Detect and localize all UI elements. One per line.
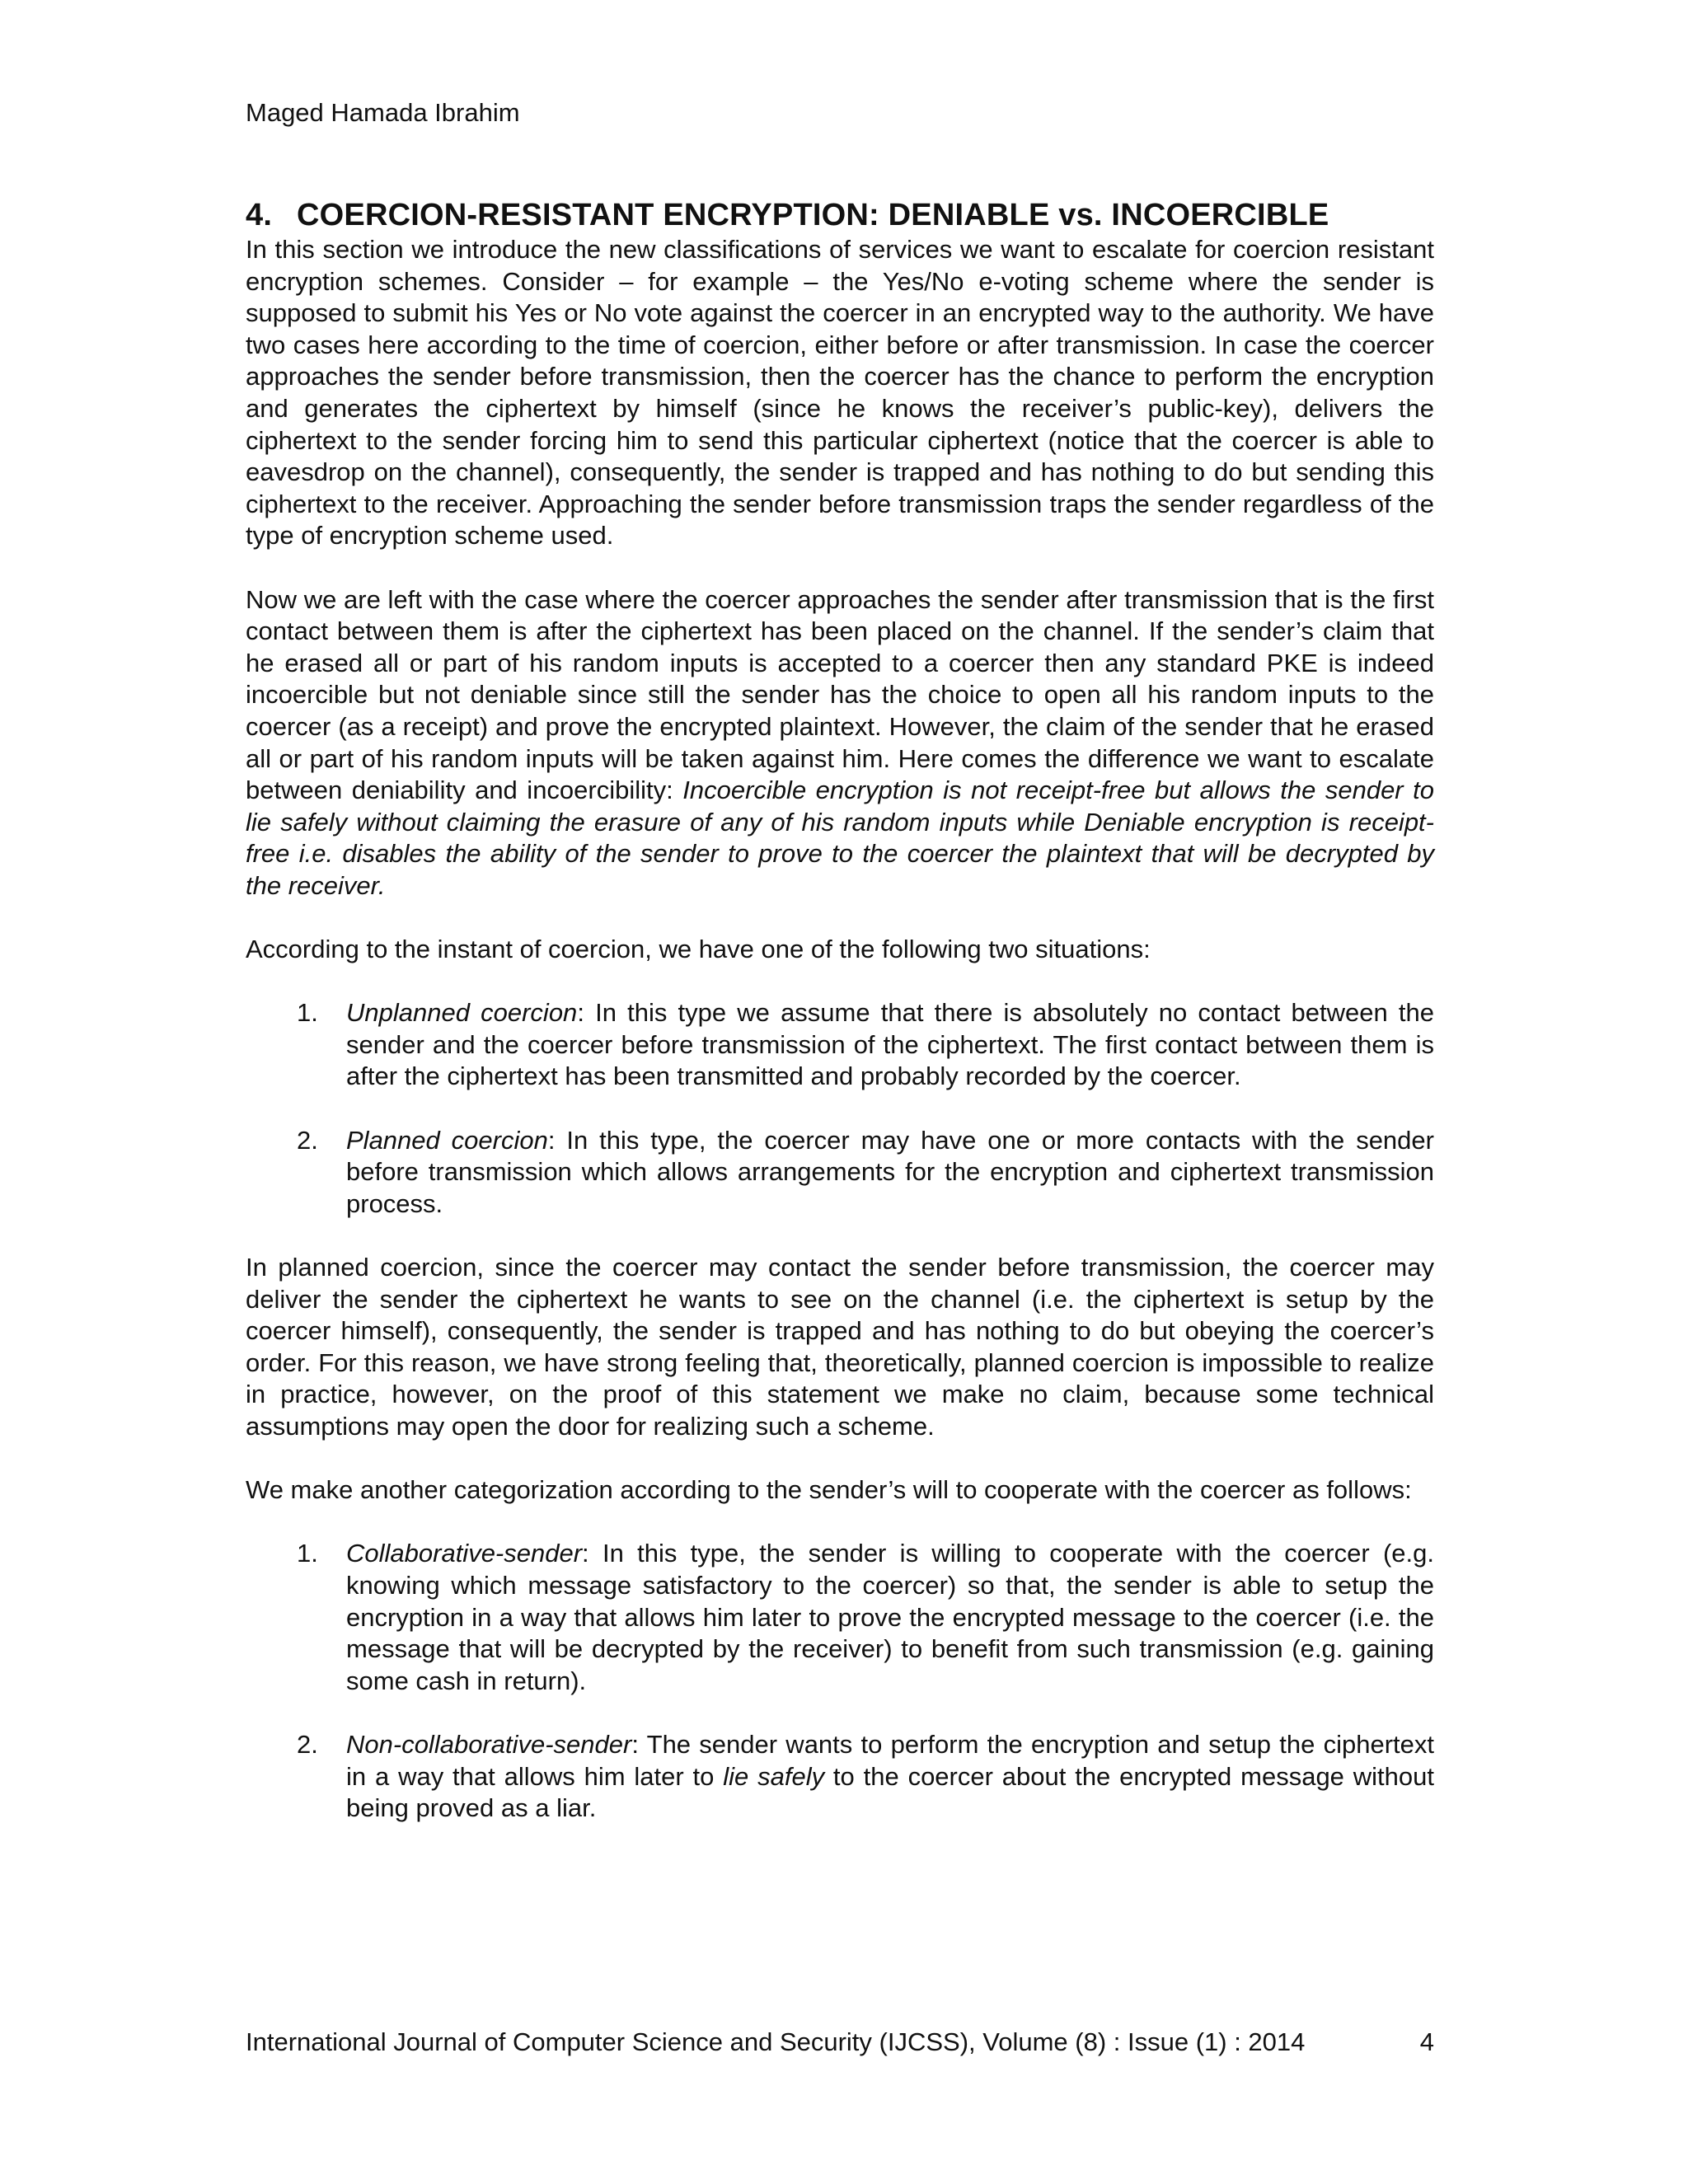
paragraph-after-transmission-text: Now we are left with the case where the coercer approaches the sender after transmission that is the first contact between them is after the ciphertext has been placed on the channel. If the sender’s claim that he erased all or part of his random inputs is accepted to a coercer then any standard PKE is indeed incoercible but not deniable since still the sender has the choice to open all his random inputs to the coercer (as a receipt) and prove the encrypted plaintext. However, the claim of the sender that he erased all or part of his random inputs will be taken against him. Here comes the difference we want to escalate between deniability and incoercibility:: [246, 584, 1434, 805]
running-header-author: Maged Hamada Ibrahim: [246, 98, 520, 127]
list-item-term: Collaborative-sender: [346, 1539, 583, 1568]
section-title: COERCION-RESISTANT ENCRYPTION: DENIABLE vs. INCOERCIBLE: [297, 198, 1329, 232]
section-heading: [246, 196, 1434, 234]
list-item-text: : In this type, the sender is willing to cooperate with the coercer (e.g. knowing which message satisfactory to the coercer) so that, the sender is able to setup the encryption in a way that allows him later to prove the encrypted message to the coercer (i.e. the message that will be decrypted by the receiver) to benefit from such transmission (e.g. gaining some cash in return).: [346, 1539, 1434, 1695]
list-item-text: : In this type, the coercer may have one or more contacts with the sender before transmission which allows arrangements for the encryption and ciphertext transmission process.: [346, 1125, 1434, 1218]
list-item: [246, 1538, 1434, 1697]
list-item: [246, 1125, 1434, 1221]
list-item-number: 2.: [297, 1125, 318, 1155]
list-item: [246, 1729, 1434, 1825]
paragraph-after-transmission-definition: Incoercible encryption is not receipt-free but allows the sender to lie safely without claiming the erasure of any of his random inputs while Deniable encryption is receipt-free i.e. disables the ability of the sender to prove to the coercer the plaintext that will be decrypted by the receiver.: [246, 776, 1434, 900]
page-number: 4: [1419, 2027, 1434, 2056]
list-item-text-end: to the coercer about the encrypted message without being proved as a liar.: [346, 1761, 1434, 1823]
section-number: 4.: [246, 198, 273, 232]
list-item-term: Non-collaborative-sender: [346, 1729, 632, 1759]
list-item-text: : In this type we assume that there is absolutely no contact between the sender and the coercer before transmission of the ciphertext. The first contact between them is after the ciphertext has been transmitted and probably recorded by the coercer.: [346, 998, 1435, 1091]
coercion-type-list: [246, 997, 1434, 1220]
list-item-term: Unplanned coercion: [346, 998, 578, 1028]
list-item-text: : The sender wants to perform the encryption and setup the ciphertext in a way that allows him later to: [346, 1729, 1434, 1791]
footer-journal-citation: International Journal of Computer Science and Security (IJCSS), Volume (8) : Issue (1) : 2014: [246, 2027, 1306, 2056]
list-item-number: 2.: [297, 1729, 318, 1759]
paragraph-categorization: We make another categorization according to the sender’s will to cooperate with the coercer as follows:: [246, 1475, 1412, 1505]
paragraph-after-transmission: [246, 584, 1434, 902]
list-item-number: 1.: [297, 1539, 318, 1568]
list-item-term: Planned coercion: [346, 1125, 548, 1155]
list-item: [246, 997, 1434, 1093]
paragraph-instant-of-coercion: According to the instant of coercion, we have one of the following two situations:: [246, 935, 1151, 964]
page-body: [246, 196, 1434, 1856]
paragraph-planned-coercion: In planned coercion, since the coercer may contact the sender before transmission, the coercer may deliver the sender the ciphertext he wants to see on the channel (i.e. the ciphertext is setup by the coercer himself), consequently, the sender is trapped and has nothing to do but obeying the coercer’s order. For this reason, we have strong feeling that, theoretically, planned coercion is impossible to realize in practice, however, on the proof of this statement we make no claim, because some technical assumptions may open the door for realizing such a scheme.: [246, 1253, 1434, 1441]
paragraph-coercion-timing: In this section we introduce the new classifications of services we want to escalate for coercion resistant encryption schemes. Consider – for example – the Yes/No e-voting scheme where the sender is supposed to submit his Yes or No vote against the coercer in an encrypted way to the authority. We have two cases here according to the time of coercion, either before or after transmission. In case the coercer approaches the sender before transmission, then the coercer has the chance to perform the encryption and generates the ciphertext by himself (since he knows the receiver’s public-key), delivers the ciphertext to the sender forcing him to send this particular ciphertext (notice that the coercer is able to eavesdrop on the channel), consequently, the sender is trapped and has nothing to do but sending this ciphertext to the receiver. Approaching the sender before transmission traps the sender regardless of the type of encryption scheme used.: [246, 235, 1434, 551]
list-item-number: 1.: [297, 998, 318, 1028]
list-item-emphasis: lie safely: [723, 1761, 825, 1791]
sender-type-list: [246, 1538, 1434, 1824]
